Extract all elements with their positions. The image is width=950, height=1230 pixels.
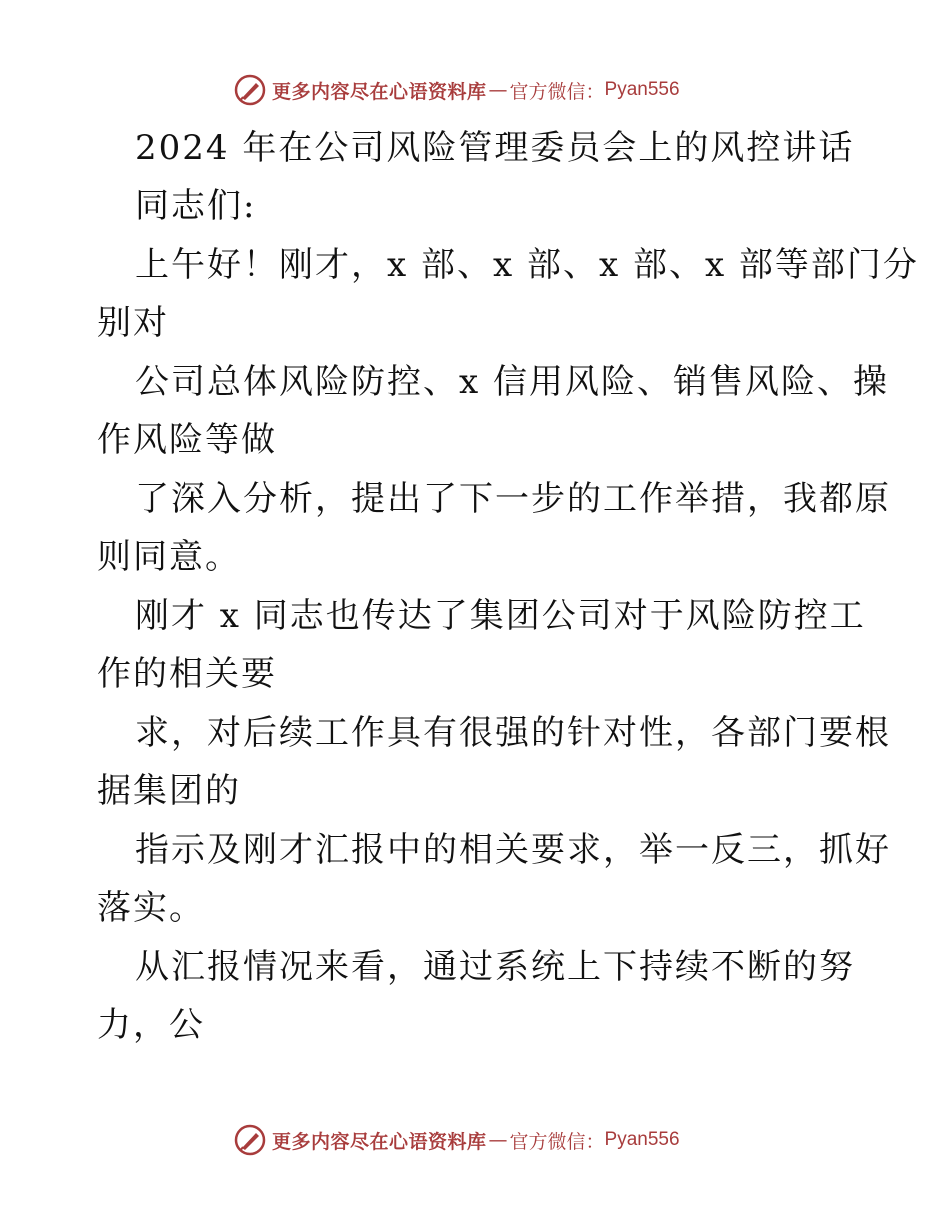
paragraph-line: 落实。: [97, 888, 205, 928]
paragraph-line: 作的相关要: [97, 654, 277, 694]
paragraph-line: 别对: [97, 303, 169, 343]
quill-logo-icon: [234, 74, 266, 106]
paragraph-line: 则同意。: [97, 537, 241, 577]
paragraph-line: 刚才 x 同志也传达了集团公司对于风险防控工: [135, 596, 866, 636]
watermark-dash: —: [488, 79, 508, 101]
paragraph-line: 求，对后续工作具有很强的针对性，各部门要根: [135, 713, 891, 753]
header-watermark: [234, 72, 680, 108]
paragraph-line: 作风险等做: [97, 420, 277, 460]
watermark-wechat-label: 官方微信：: [509, 80, 605, 103]
paragraph-line: 从汇报情况来看，通过系统上下持续不断的努: [135, 947, 855, 987]
watermark-wechat-id: Pyan556: [604, 79, 680, 100]
watermark-wechat-label: 官方微信：: [509, 1130, 605, 1153]
paragraph-line: 力，公: [97, 1005, 205, 1045]
footer-watermark: [234, 1122, 680, 1158]
paragraph-line: 了深入分析，提出了下一步的工作举措，我都原: [135, 479, 891, 519]
paragraph-line: 指示及刚才汇报中的相关要求，举一反三，抓好: [135, 830, 891, 870]
watermark-wechat-id: Pyan556: [604, 1129, 680, 1150]
paragraph-line: 公司总体风险防控、x 信用风险、销售风险、操: [135, 362, 889, 402]
watermark-text: 更多内容尽在心语资料库: [272, 1130, 487, 1153]
document-title: 2024 年在公司风险管理委员会上的风控讲话: [135, 128, 855, 168]
paragraph-line: 上午好！刚才，x 部、x 部、x 部、x 部等部门分: [135, 245, 919, 285]
salutation: 同志们:: [135, 186, 257, 226]
watermark-dash: —: [488, 1129, 508, 1151]
quill-logo-icon: [234, 1124, 266, 1156]
watermark-text: 更多内容尽在心语资料库: [272, 80, 487, 103]
paragraph-line: 据集团的: [97, 771, 241, 811]
